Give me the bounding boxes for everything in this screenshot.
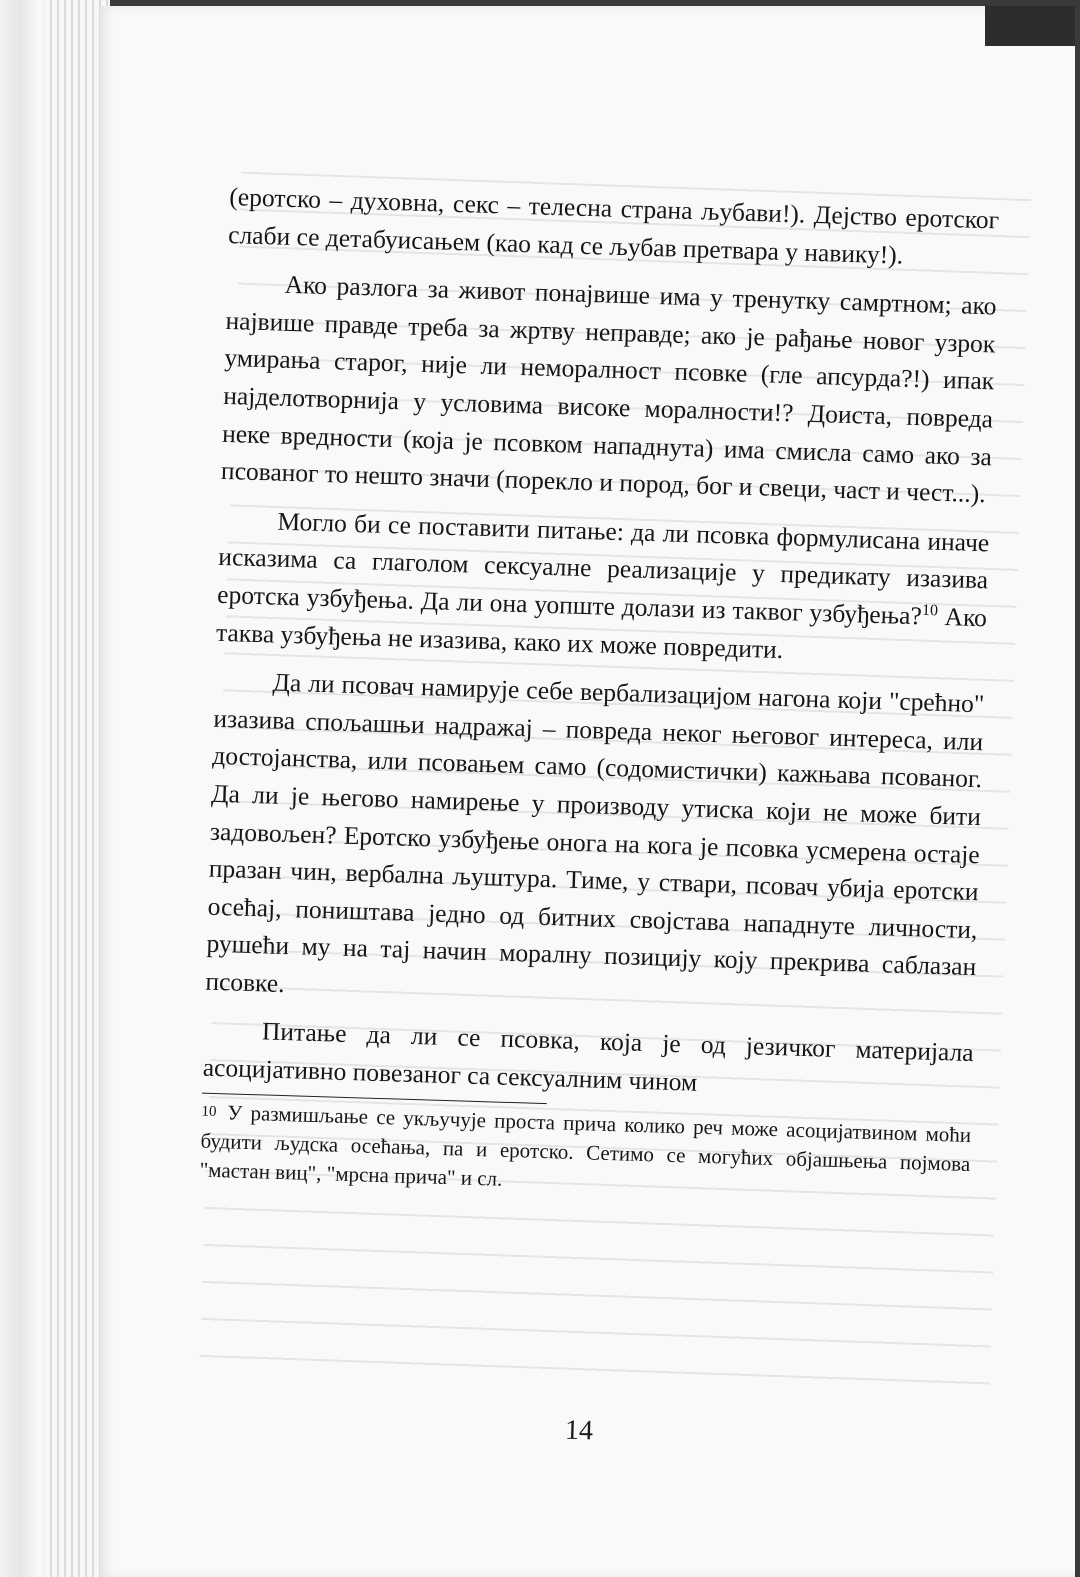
main-text-block xyxy=(199,178,999,1208)
paragraph-5: Питање да ли се псовка, која је од језичког материјала асоцијативно повезаног са сексуалним чином xyxy=(202,1016,975,1097)
paragraph-2: Ако разлога за живот понајвише има у тренутку самртном; ако највише правде треба за жртву неправде; ако је рађање новог узрок умирања старог, није ли неморалност псовке (гле апсурда?!) ипак најделотворнија у условима високе моралности!? Доиста, повреда неке вредности (која је псовком нападнута) има смисла само ако за псованог то нешто значи (порекло и пород, бог и свеци, част и чест...). xyxy=(220,269,997,509)
footnote-number: 10 xyxy=(201,1103,217,1120)
footnote-reference: 10 xyxy=(921,601,939,620)
page-number: 14 xyxy=(564,1414,594,1447)
footnote-text: У размишљање се укључује проста прича колико реч може асоцијатвином моћи будити људска осећања, па и еротско. Сетимо се могућих објашњења појмова "мастан виц", "мрсна прича" и сл. xyxy=(199,1100,972,1191)
paragraph-3-text: Могло би се поставити питање: да ли псовка формулисана иначе исказима са глаголом сексуалне реализације у предикату изазива еротска узбуђења. Да ли она уопште долази из таквог узбуђења? xyxy=(216,506,990,631)
paragraph-4: Да ли псовач намирује себе вербализацијом нагона који "срећно" изазива спољашњи надражај – повреда неког његовог интереса, или достојанства, или псовањем само (содомистички) кажњава псованог. Да ли је његово намирење у производу утиска који не може бити задовољен? Еротско узбуђење онога на кога је псовка усмерена остаје празан чин, вербална љуштура. Тиме, у ствари, псовач убија еротски осећај, поништава једно од битних својстава нападнуте личности, рушећи му на тај начин моралну позицију коју прекрива саблазан псовке. xyxy=(205,667,985,998)
paragraph-3-continuation: Ако таква узбуђења не изазива, како их може повредити. xyxy=(215,601,988,664)
paragraph-1: (еротско – духовна, секс – телесна страна љубави!). Дејство еротског слаби се детабуисањем (као кад се љубав претвара у навику!). xyxy=(227,181,1000,270)
paragraph-3 xyxy=(216,501,990,675)
scan-dark-corner xyxy=(985,6,1075,46)
